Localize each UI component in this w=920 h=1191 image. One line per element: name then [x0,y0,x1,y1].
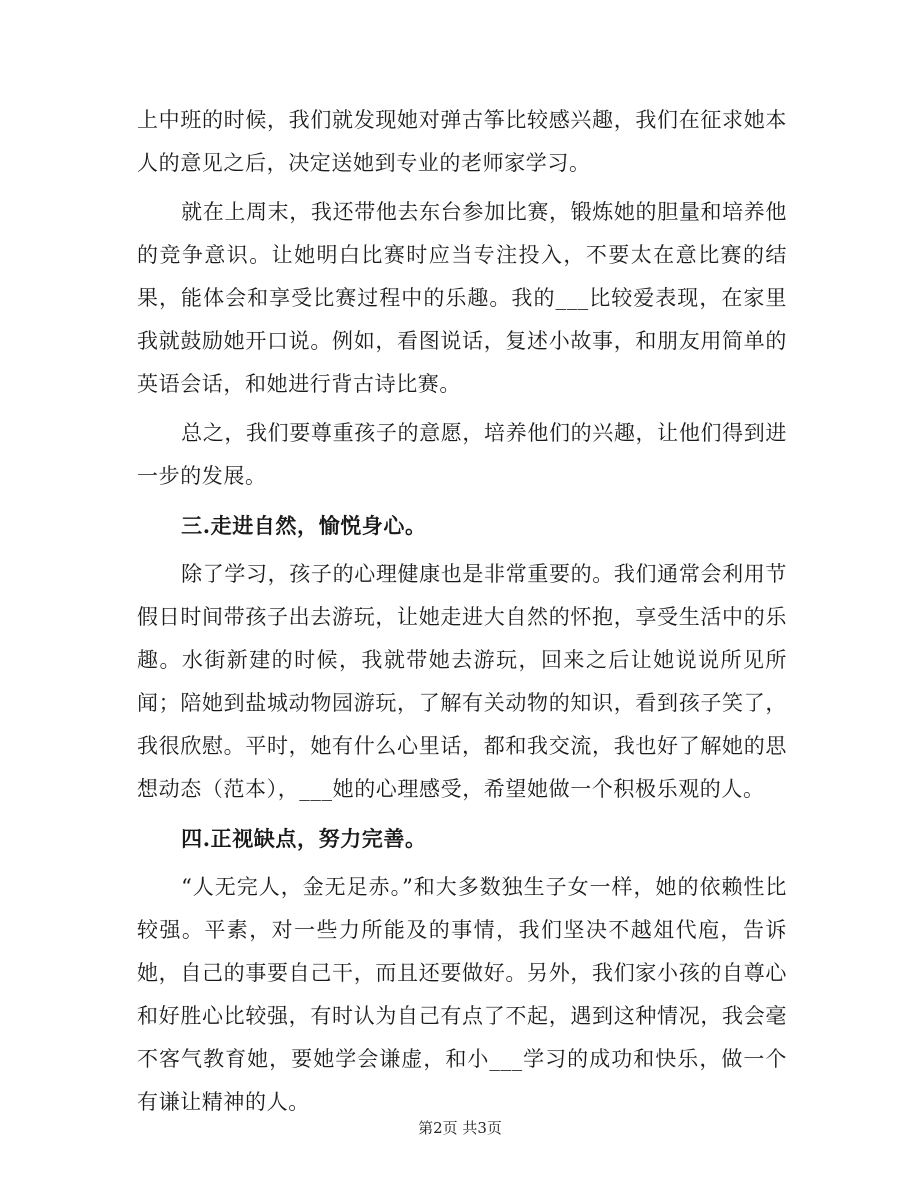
paragraph-4: 除了学习，孩子的心理健康也是非常重要的。我们通常会利用节假日时间带孩子出去游玩，让她走进大自然的怀抱，享受生活中的乐趣。水街新建的时候，我就带她去游玩，回来之后让她说说所见所闻；陪她到盐城动物园游玩，了解有关动物的知识，看到孩子笑了，我很欣慰。平时，她有什么心里话，都和我交流，我也好了解她的思想动态（范本），___她的心理感受，希望她做一个积极乐观的人。 [137,562,787,801]
paragraph-1: 上中班的时候，我们就发现她对弹古筝比较感兴趣，我们在征求她本人的意见之后，决定送她到专业的老师家学习。 [137,108,787,175]
paragraph-5: “人无完人，金无足赤。”和大多数独生子女一样，她的依赖性比较强。平素，对一些力所能及的事情，我们坚决不越俎代庖，告诉她，自己的事要自己干，而且还要做好。另外，我们家小孩的自尊心和好胜心比较强，有时认为自己有点了不起，遇到这种情况，我会毫不客气教育她，要她学会谦虚，和小___学习的成功和快乐，做一个有谦让精神的人。 [137,875,787,1114]
paragraph-3: 总之，我们要尊重孩子的意愿，培养他们的兴趣，让他们得到进一步的发展。 [137,421,787,488]
section-heading-4: 四.正视缺点，努力完善。 [181,826,427,851]
document-body [137,99,787,1124]
paragraph-2: 就在上周末，我还带他去东台参加比赛，锻炼她的胆量和培养他的竞争意识。让她明白比赛时应当专注投入，不要太在意比赛的结果，能体会和享受比赛过程中的乐趣。我的___比较爱表现，在家里我就鼓励她开口说。例如，看图说话，复述小故事，和朋友用简单的英语会话，和她进行背古诗比赛。 [137,200,787,396]
page-number-footer: 第2页 共3页 [418,1119,502,1137]
section-heading-3: 三.走进自然，愉悦身心。 [181,513,427,538]
